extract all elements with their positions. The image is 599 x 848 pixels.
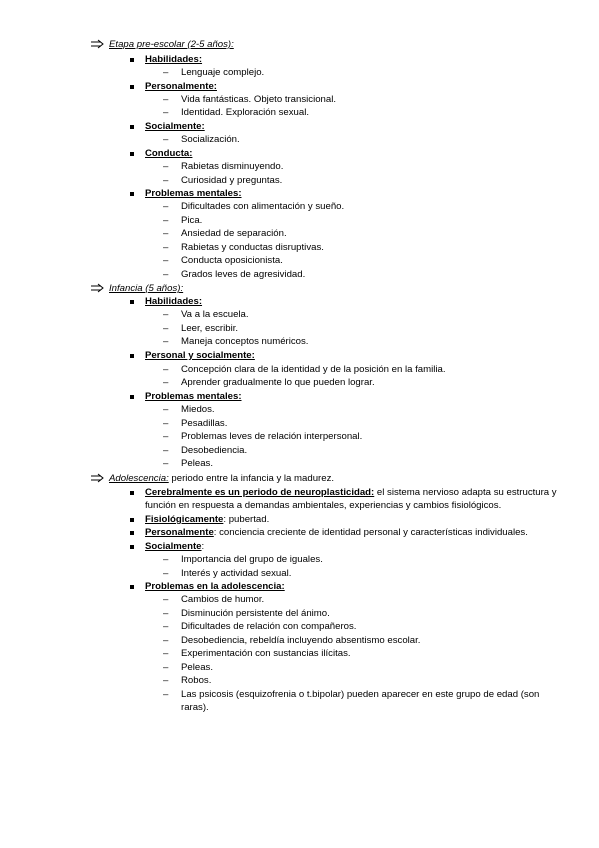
bullet-icon: [130, 300, 134, 304]
list-item: Leer, escribir.: [181, 323, 239, 334]
list-item: Identidad. Exploración sexual.: [181, 107, 309, 118]
dash-icon: –: [163, 458, 169, 469]
dash-icon: –: [163, 94, 169, 105]
dash-icon: –: [163, 608, 169, 619]
dash-icon: –: [163, 621, 169, 632]
group-label: Personalmente:: [145, 81, 217, 92]
group-label: Fisiológicamente: [145, 514, 224, 525]
dash-icon: –: [163, 242, 169, 253]
list-item: Peleas.: [181, 458, 213, 469]
list-item: Concepción clara de la identidad y de la posición en la familia.: [181, 364, 446, 375]
group-line: [145, 540, 204, 553]
list-item: Desobediencia.: [181, 445, 248, 456]
list-item: Experimentación con sustancias ilícitas.: [181, 648, 351, 659]
dash-icon: –: [163, 445, 169, 456]
list-item: Importancia del grupo de iguales.: [181, 554, 323, 565]
section-title: Infancia (5 años):: [109, 283, 184, 294]
bullet-icon: [130, 85, 134, 89]
group-label: Habilidades:: [145, 296, 203, 307]
dash-icon: –: [163, 323, 169, 334]
list-item: Peleas.: [181, 662, 213, 673]
list-item: Robos.: [181, 675, 212, 686]
bullet-icon: [130, 585, 134, 589]
bullet-icon: [130, 125, 134, 129]
list-item: Miedos.: [181, 404, 215, 415]
dash-icon: –: [163, 67, 169, 78]
list-item: Aprender gradualmente lo que pueden lograr.: [181, 377, 375, 388]
dash-icon: –: [163, 568, 169, 579]
dash-icon: –: [163, 554, 169, 565]
list-item: Va a la escuela.: [181, 309, 249, 320]
list-item: Problemas leves de relación interpersonal.: [181, 431, 363, 442]
list-item: Desobediencia, rebeldía incluyendo absentismo escolar.: [181, 635, 421, 646]
list-item: Rabietas disminuyendo.: [181, 161, 284, 172]
section-heading-line: [109, 472, 334, 485]
bullet-icon: [130, 192, 134, 196]
dash-icon: –: [163, 215, 169, 226]
dash-icon: –: [163, 364, 169, 375]
group-label: Problemas mentales:: [145, 188, 242, 199]
list-item: Ansiedad de separación.: [181, 228, 287, 239]
list-item: Lenguaje complejo.: [181, 67, 265, 78]
group-text: el sistema nervioso adapta su estructura y función en respuesta a demandas ambientales, experiencias y cambios fisiológicos.: [145, 487, 557, 511]
list-item: Pesadillas.: [181, 418, 228, 429]
dash-icon: –: [163, 431, 169, 442]
dash-icon: –: [163, 635, 169, 646]
dash-icon: –: [163, 107, 169, 118]
dash-icon: –: [163, 201, 169, 212]
group-text: :: [201, 541, 205, 552]
group-label: Socialmente: [145, 541, 202, 552]
dash-icon: –: [163, 228, 169, 239]
group-label: Habilidades:: [145, 54, 203, 65]
group-paragraph: [145, 486, 565, 512]
bullet-icon: [130, 518, 134, 522]
list-item: Conducta oposicionista.: [181, 255, 283, 266]
dash-icon: –: [163, 594, 169, 605]
group-line: [145, 526, 528, 539]
group-line: [145, 513, 269, 526]
list-item: Disminución persistente del ánimo.: [181, 608, 330, 619]
list-item: Socialización.: [181, 134, 240, 145]
group-label: Conducta:: [145, 148, 193, 159]
list-item: Dificultades de relación con compañeros.: [181, 621, 357, 632]
double-arrow-icon: [90, 473, 106, 483]
list-item: Las psicosis (esquizofrenia o t.bipolar) pueden aparecer en este grupo de edad (son raras).: [181, 689, 540, 713]
dash-icon: –: [163, 689, 169, 700]
group-label: Problemas mentales:: [145, 391, 242, 402]
dash-icon: –: [163, 161, 169, 172]
dash-icon: –: [163, 336, 169, 347]
group-label: Personalmente: [145, 527, 214, 538]
bullet-icon: [130, 58, 134, 62]
bullet-icon: [130, 152, 134, 156]
group-label: Problemas en la adolescencia:: [145, 581, 285, 592]
dash-icon: –: [163, 269, 169, 280]
bullet-icon: [130, 354, 134, 358]
group-label: Socialmente:: [145, 121, 205, 132]
bullet-icon: [130, 545, 134, 549]
bullet-icon: [130, 395, 134, 399]
dash-icon: –: [163, 377, 169, 388]
list-item: Maneja conceptos numéricos.: [181, 336, 309, 347]
dash-icon: –: [163, 175, 169, 186]
double-arrow-icon: [90, 39, 106, 49]
dash-icon: –: [163, 404, 169, 415]
list-item: Pica.: [181, 215, 203, 226]
list-item: Rabietas y conductas disruptivas.: [181, 242, 324, 253]
list-item: Curiosidad y preguntas.: [181, 175, 283, 186]
section-title: Etapa pre-escolar (2-5 años):: [109, 39, 234, 50]
bullet-icon: [130, 491, 134, 495]
dash-icon: –: [163, 134, 169, 145]
group-text: : pubertad.: [223, 514, 270, 525]
list-item: Dificultades con alimentación y sueño.: [181, 201, 345, 212]
section-title: Adolescencia:: [109, 473, 169, 484]
dash-icon: –: [163, 675, 169, 686]
list-item: Vida fantásticas. Objeto transicional.: [181, 94, 337, 105]
list-item: Grados leves de agresividad.: [181, 269, 306, 280]
bullet-icon: [130, 531, 134, 535]
dash-icon: –: [163, 648, 169, 659]
double-arrow-icon: [90, 283, 106, 293]
dash-icon: –: [163, 418, 169, 429]
list-item: Cambios de humor.: [181, 594, 265, 605]
group-label: Personal y socialmente:: [145, 350, 255, 361]
list-item: Interés y actividad sexual.: [181, 568, 292, 579]
group-label: Cerebralmente es un periodo de neuroplasticidad:: [145, 487, 375, 498]
group-text: : conciencia creciente de identidad personal y características individuales.: [213, 527, 528, 538]
dash-icon: –: [163, 255, 169, 266]
dash-icon: –: [163, 662, 169, 673]
section-tail: periodo entre la infancia y la madurez.: [168, 473, 335, 484]
dash-icon: –: [163, 309, 169, 320]
